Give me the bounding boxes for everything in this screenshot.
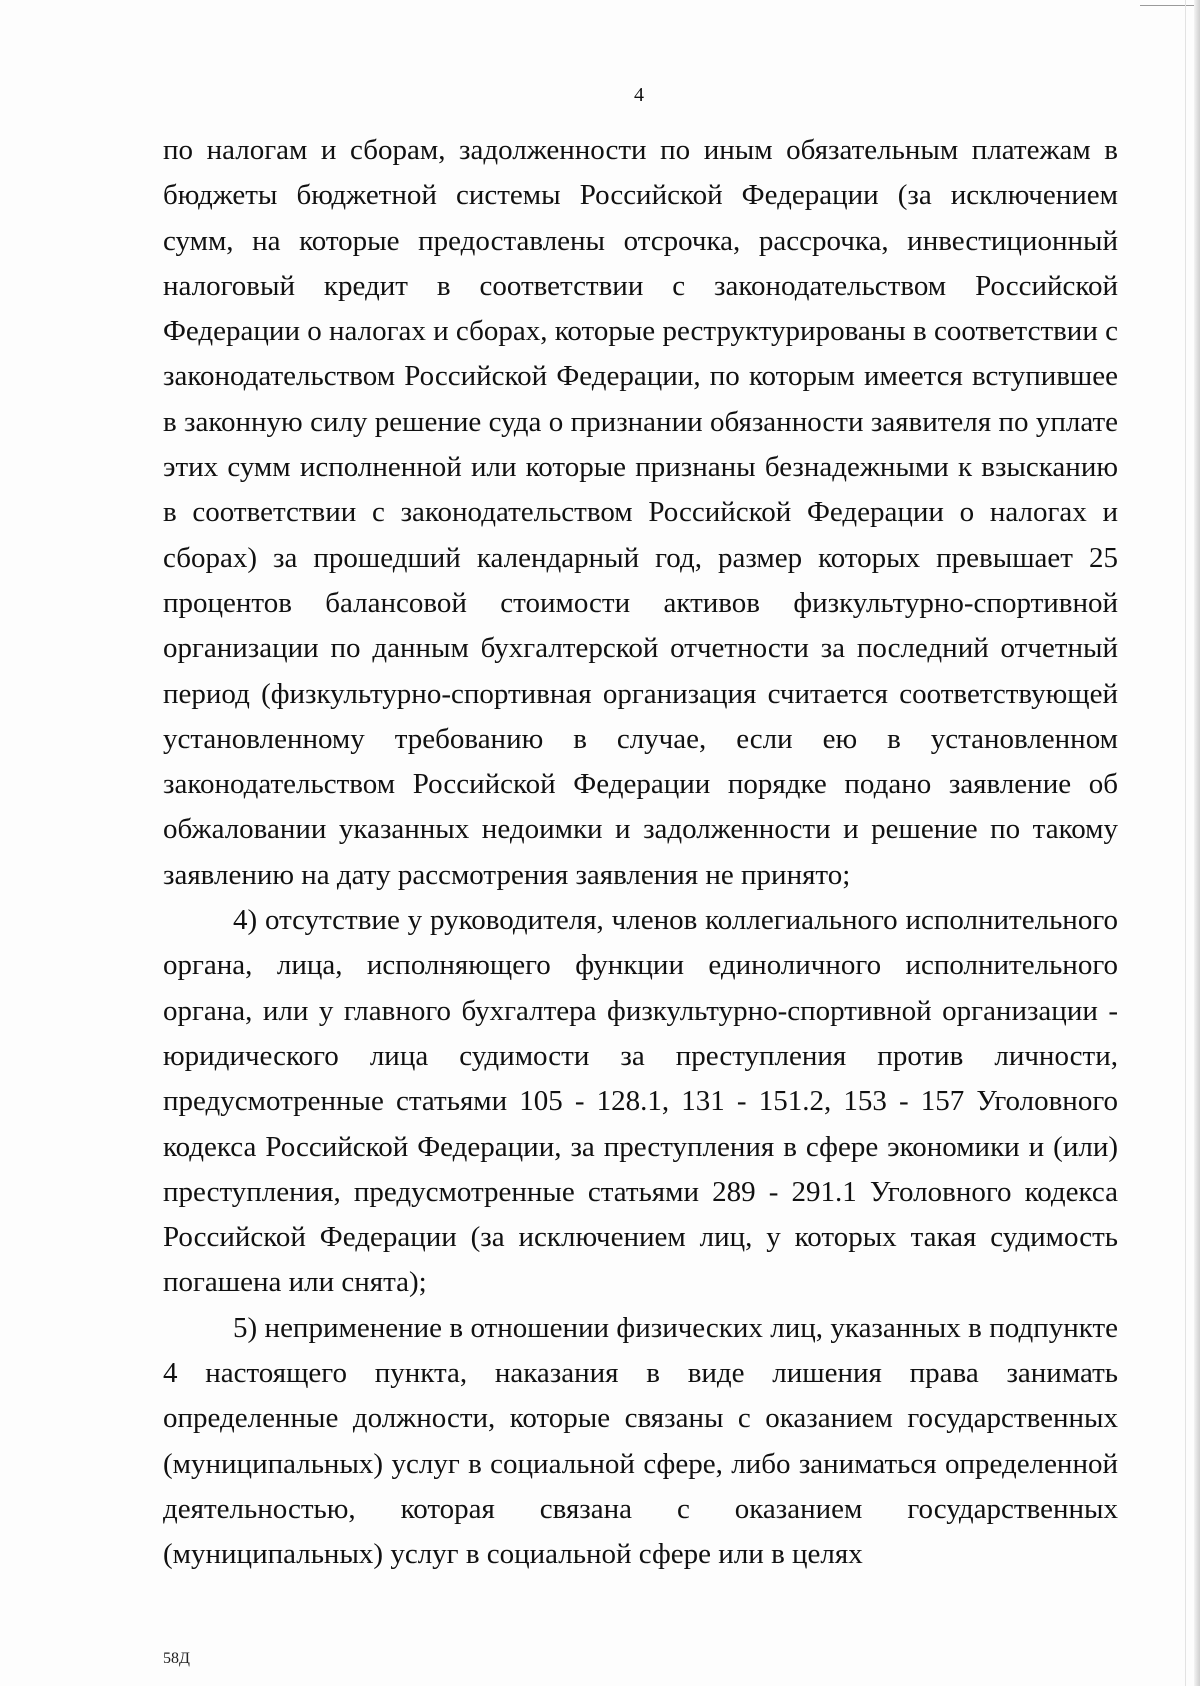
footer-code: 58Д xyxy=(163,1650,190,1667)
scan-edge-line xyxy=(1185,0,1186,1686)
scan-edge-top xyxy=(1140,5,1200,6)
scan-edge-right xyxy=(1194,0,1200,1686)
paragraph-item-4: 4) отсутствие у руководителя, членов коллегиального исполнительного органа, лица, исполняющего функции единоличного исполнительного органа, или у главного бухгалтера физкультурно-спортивной организации - юридического лица судимости за преступления против личности, предусмотренные статьями 105 - 128.1, 131 - 151.2, 153 - 157 Уголовного кодекса Российской Федерации, за преступления в сфере экономики и (или) преступления, предусмотренные статьями 289 - 291.1 Уголовного кодекса Российской Федерации (за исключением лиц, у которых такая судимость погашена или снята); xyxy=(163,904,1118,1299)
paragraph-item-5: 5) неприменение в отношении физических лиц, указанных в подпункте 4 настоящего пункта, наказания в виде лишения права занимать определенные должности, которые связаны с оказанием государственных (муниципальных) услуг в социальной сфере, либо заниматься определенной деятельностью, которая связана с оказанием государственных (муниципальных) услуг в социальной сфере или в целях xyxy=(163,1311,1118,1571)
document-body xyxy=(163,128,1118,1578)
paragraph-continuation: по налогам и сборам, задолженности по иным обязательным платежам в бюджеты бюджетной системы Российской Федерации (за исключением сумм, на которые предоставлены отсрочка, рассрочка, инвестиционный налоговый кредит в соответствии с законодательством Российской Федерации о налогах и сборах, которые реструктурированы в соответствии с законодательством Российской Федерации, по которым имеется вступившее в законную силу решение суда о признании обязанности заявителя по уплате этих сумм исполненной или которые признаны безнадежными к взысканию в соответствии с законодательством Российской Федерации о налогах и сборах) за прошедший календарный год, размер которых превышает 25 процентов балансовой стоимости активов физкультурно-спортивной организации по данным бухгалтерской отчетности за последний отчетный период (физкультурно-спортивная организация считается соответствующей установленному требованию в случае, если ею в установленном законодательством Российской Федерации порядке подано заявление об обжаловании указанных недоимки и задолженности и решение по такому заявлению на дату рассмотрения заявления не принято; xyxy=(163,134,1118,891)
page-number: 4 xyxy=(634,84,644,106)
